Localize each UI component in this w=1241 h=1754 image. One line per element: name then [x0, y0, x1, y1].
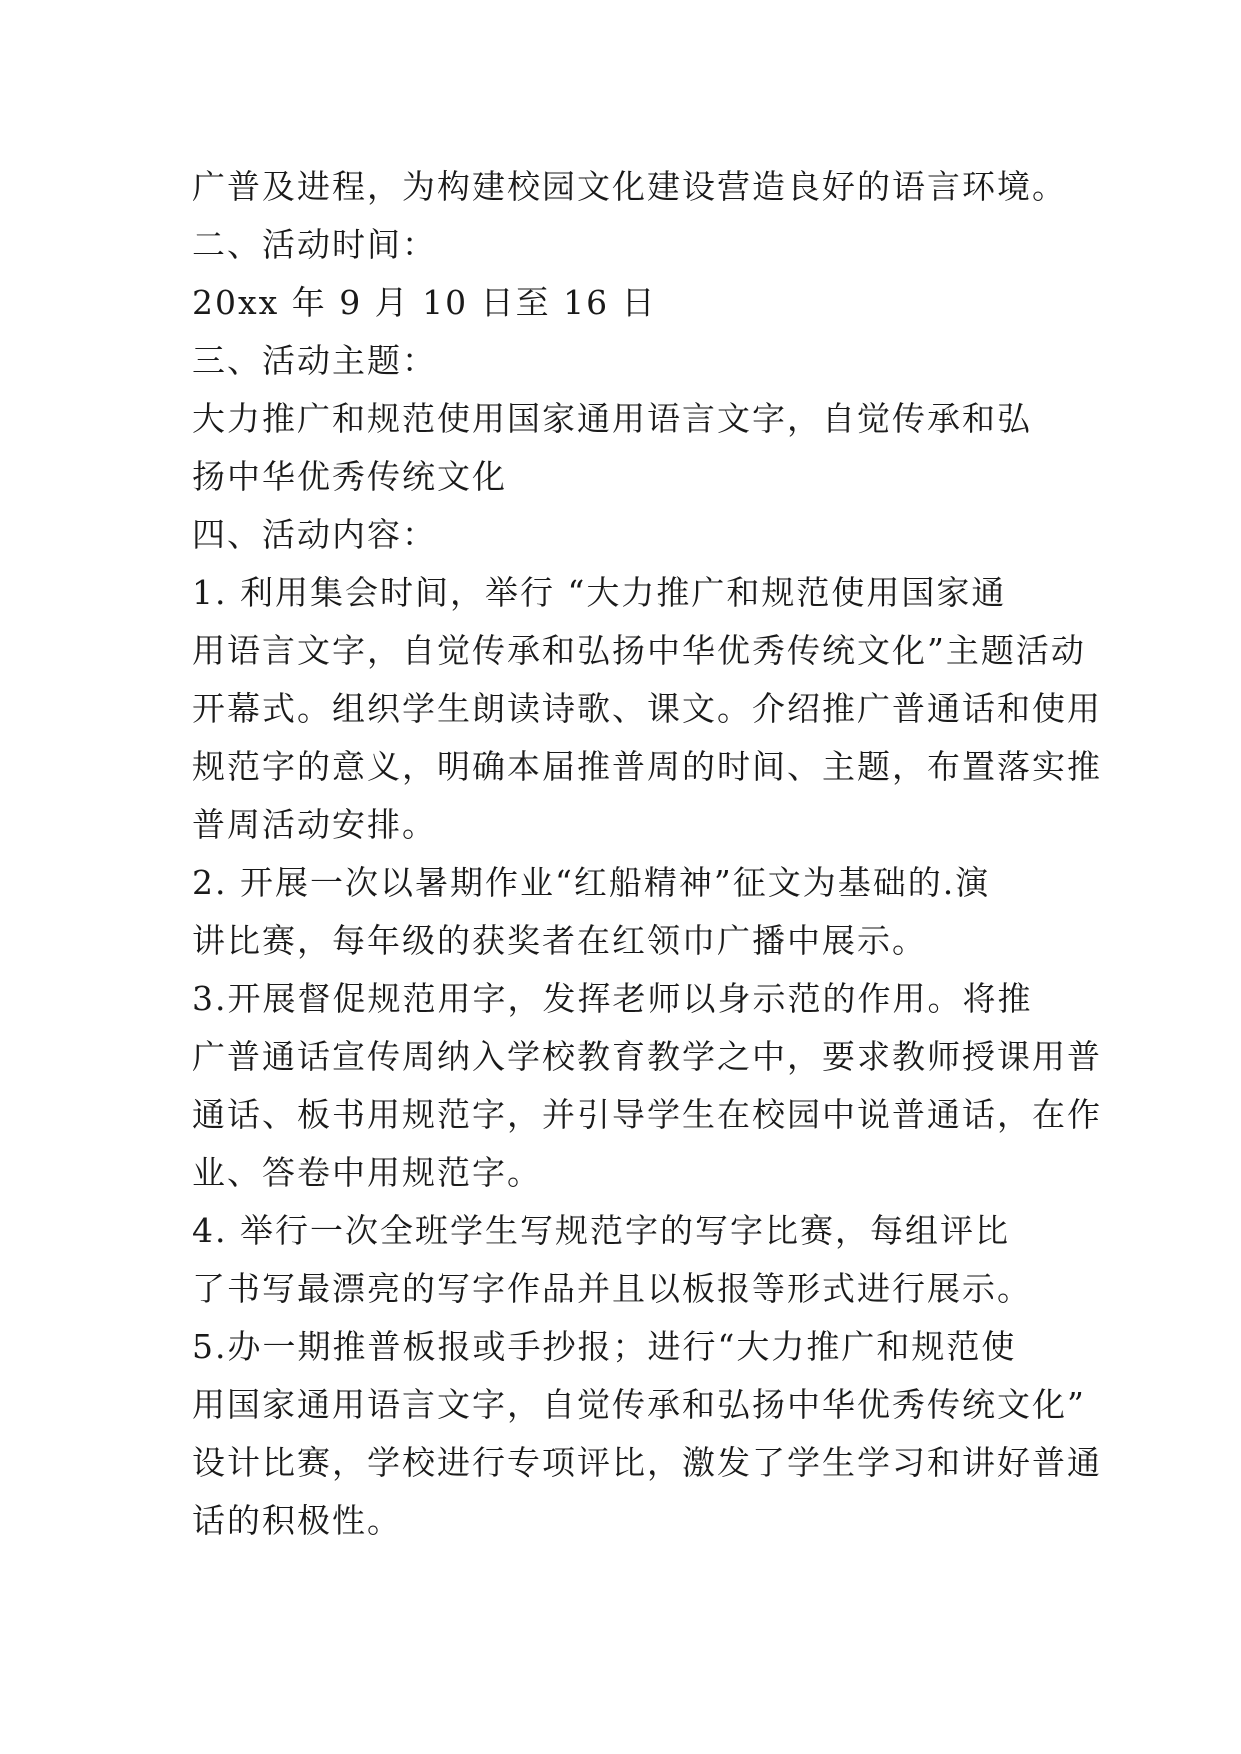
text-line: 大力推广和规范使用国家通用语言文字，自觉传承和弘 [192, 399, 1032, 438]
text-line: 5.办一期推普板报或手抄报；进行“大力推广和规范使 [192, 1327, 1017, 1366]
text-line: 扬中华优秀传统文化 [192, 457, 507, 496]
text-line: 开幕式。组织学生朗读诗歌、课文。介绍推广普通话和使用 [192, 689, 1102, 728]
text-line: 了书写最漂亮的写字作品并且以板报等形式进行展示。 [192, 1269, 1032, 1308]
text-line: 设计比赛，学校进行专项评比，激发了学生学习和讲好普通 [192, 1443, 1102, 1482]
text-line: 规范字的意义，明确本届推普周的时间、主题，布置落实推 [192, 747, 1102, 786]
text-line: 普周活动安排。 [192, 805, 437, 844]
text-line: 话的积极性。 [192, 1501, 402, 1540]
section-heading-theme: 三、活动主题： [192, 341, 437, 380]
text-line: 用语言文字，自觉传承和弘扬中华优秀传统文化”主题活动 [192, 631, 1086, 670]
text-line: 用国家通用语言文字，自觉传承和弘扬中华优秀传统文化” [192, 1385, 1086, 1424]
text-line: 1. 利用集会时间，举行 “大力推广和规范使用国家通 [192, 573, 1007, 612]
text-line: 广普及进程，为构建校园文化建设营造良好的语言环境。 [192, 167, 1067, 206]
text-line: 4. 举行一次全班学生写规范字的写字比赛，每组评比 [192, 1211, 1010, 1250]
text-line: 广普通话宣传周纳入学校教育教学之中，要求教师授课用普 [192, 1037, 1102, 1076]
text-line: 业、答卷中用规范字。 [192, 1153, 542, 1192]
section-heading-content: 四、活动内容： [192, 515, 437, 554]
section-heading-time: 二、活动时间： [192, 225, 437, 264]
activity-date: 20xx 年 9 月 10 日至 16 日 [192, 283, 657, 322]
text-line: 讲比赛，每年级的获奖者在红领巾广播中展示。 [192, 921, 927, 960]
text-line: 通话、板书用规范字，并引导学生在校园中说普通话，在作 [192, 1095, 1102, 1134]
text-line: 2. 开展一次以暑期作业“红船精神”征文为基础的.演 [192, 863, 991, 902]
text-line: 3.开展督促规范用字，发挥老师以身示范的作用。将推 [192, 979, 1033, 1018]
document-body [192, 158, 1102, 1550]
